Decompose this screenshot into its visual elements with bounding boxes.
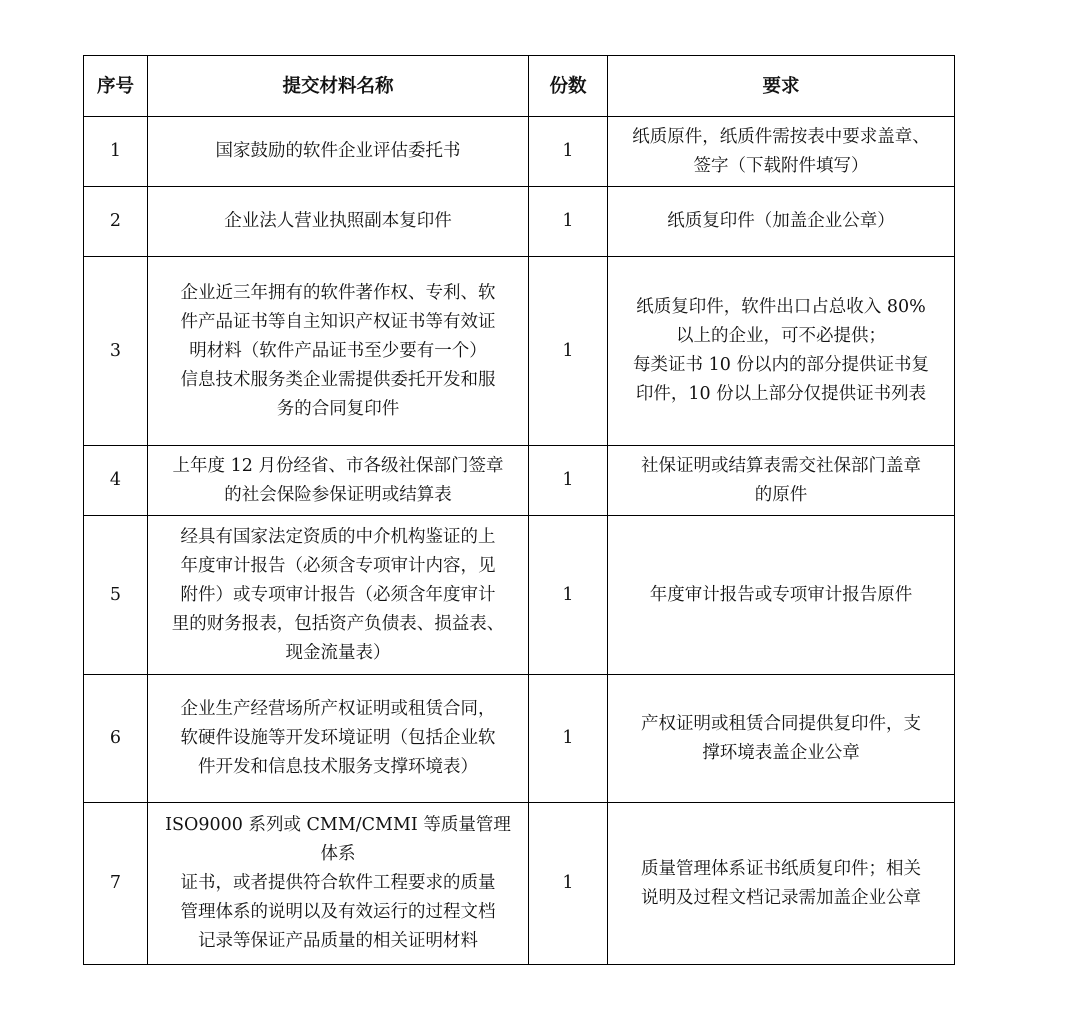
material-name-line: 附件）或专项审计报告（必须含年度审计 <box>180 584 496 605</box>
requirement-line: 印件，10 份以上部分仅提供证书列表 <box>635 384 927 404</box>
material-name-line: 现金流量表） <box>285 642 391 663</box>
material-name-line: 国家鼓励的软件企业评估委托书 <box>215 141 461 161</box>
material-name-line: ISO9000 系列或 CMM/CMMI 等质量管理体系 <box>165 815 511 864</box>
cell-no: 2 <box>84 187 148 257</box>
table-row <box>84 446 955 516</box>
cell-requirement <box>608 187 955 257</box>
cell-copies: 1 <box>529 675 608 803</box>
cell-material-name <box>148 516 529 675</box>
material-name-line: 证书，或者提供符合软件工程要求的质量 <box>180 873 496 893</box>
header-no: 序号 <box>84 56 148 117</box>
header-name: 提交材料名称 <box>148 56 529 117</box>
material-name-line: 上年度 12 月份经省、市各级社保部门签章 <box>172 455 504 476</box>
material-name-line: 的社会保险参保证明或结算表 <box>224 484 452 505</box>
requirement-line: 说明及过程文档记录需加盖企业公章 <box>641 887 921 908</box>
cell-material-name <box>148 675 529 803</box>
cell-no: 3 <box>84 257 148 446</box>
table-row <box>84 516 955 675</box>
cell-requirement <box>608 516 955 675</box>
material-name-line: 信息技术服务类企业需提供委托开发和服 <box>180 369 496 390</box>
requirement-line: 每类证书 10 份以内的部分提供证书复 <box>633 355 929 375</box>
requirement-line: 年度审计报告或专项审计报告原件 <box>649 584 913 605</box>
requirement-line: 签字（下载附件填写） <box>693 155 869 176</box>
requirement-line: 的原件 <box>754 484 808 505</box>
cell-copies: 1 <box>529 187 608 257</box>
material-name-line: 记录等保证产品质量的相关证明材料 <box>198 931 478 951</box>
cell-requirement <box>608 117 955 187</box>
table-row <box>84 117 955 187</box>
material-name-line: 年度审计报告（必须含专项审计内容，见 <box>180 555 496 576</box>
requirement-line: 纸质复印件，软件出口占总收入 80% <box>636 297 926 317</box>
cell-copies: 1 <box>529 257 608 446</box>
cell-requirement <box>608 446 955 516</box>
cell-no: 6 <box>84 675 148 803</box>
header-requirement: 要求 <box>608 56 955 117</box>
material-name-line: 管理体系的说明以及有效运行的过程文档 <box>180 902 496 922</box>
requirement-line: 纸质原件，纸质件需按表中要求盖章、 <box>632 126 930 147</box>
table-row <box>84 187 955 257</box>
cell-no: 1 <box>84 117 148 187</box>
cell-no: 5 <box>84 516 148 675</box>
material-name-line: 企业法人营业执照副本复印件 <box>224 211 452 231</box>
cell-material-name <box>148 446 529 516</box>
cell-no: 7 <box>84 803 148 965</box>
table-row <box>84 675 955 803</box>
cell-material-name <box>148 803 529 965</box>
cell-requirement <box>608 675 955 803</box>
material-name-line: 件开发和信息技术服务支撑环境表） <box>198 757 478 777</box>
material-name-line: 明材料（软件产品证书至少要有一个） <box>189 340 487 361</box>
material-name-line: 里的财务报表，包括资产负债表、损益表、 <box>171 613 505 634</box>
table-body <box>84 117 955 965</box>
header-row <box>84 56 955 117</box>
material-name-line: 务的合同复印件 <box>276 398 400 419</box>
requirement-line: 撑环境表盖企业公章 <box>702 742 860 763</box>
table-row <box>84 803 955 965</box>
cell-material-name <box>148 257 529 446</box>
cell-copies: 1 <box>529 803 608 965</box>
cell-copies: 1 <box>529 117 608 187</box>
requirement-line: 纸质复印件（加盖企业公章） <box>667 211 895 231</box>
requirement-line: 社保证明或结算表需交社保部门盖章 <box>641 455 921 476</box>
cell-requirement <box>608 257 955 446</box>
requirement-line: 质量管理体系证书纸质复印件；相关 <box>641 858 921 879</box>
material-name-line: 软硬件设施等开发环境证明（包括企业软 <box>180 728 496 748</box>
requirement-line: 产权证明或租赁合同提供复印件，支 <box>641 713 921 734</box>
material-name-line: 件产品证书等自主知识产权证书等有效证 <box>180 311 496 332</box>
requirement-line: 以上的企业，可不必提供； <box>676 326 886 346</box>
cell-copies: 1 <box>529 446 608 516</box>
header-copies: 份数 <box>529 56 608 117</box>
materials-table <box>83 55 955 965</box>
cell-requirement <box>608 803 955 965</box>
cell-material-name <box>148 117 529 187</box>
cell-material-name <box>148 187 529 257</box>
cell-copies: 1 <box>529 516 608 675</box>
table-row <box>84 257 955 446</box>
cell-no: 4 <box>84 446 148 516</box>
material-name-line: 经具有国家法定资质的中介机构鉴证的上 <box>180 526 496 547</box>
material-name-line: 企业生产经营场所产权证明或租赁合同， <box>180 699 496 719</box>
material-name-line: 企业近三年拥有的软件著作权、专利、软 <box>180 282 496 303</box>
